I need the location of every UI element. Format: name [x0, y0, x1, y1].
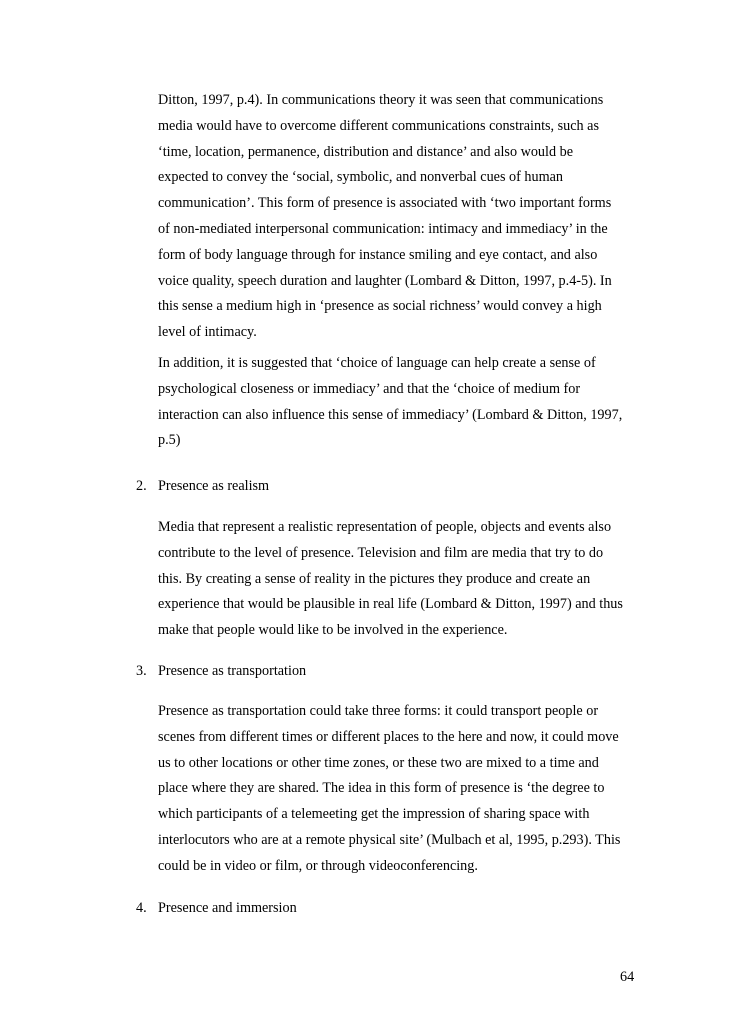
- text-line: make that people would like to be involved in the experience.: [158, 622, 508, 639]
- text-line: Media that represent a realistic representation of people, objects and events also: [158, 519, 612, 535]
- text-line: of non-mediated interpersonal communication: intimacy and immediacy’ in the: [158, 220, 608, 237]
- text-line: place where they are shared. The idea in this form of presence is ‘the degree to: [158, 780, 605, 797]
- list-item-presence-and-immersion: [136, 896, 297, 922]
- paragraph-immediacy: [158, 351, 648, 454]
- paragraph-transportation: [158, 699, 648, 880]
- text-line: communication’. This form of presence is associated with ‘two important forms: [158, 195, 612, 212]
- text-line: could be in video or film, or through videoconferencing.: [158, 857, 478, 874]
- text-line: Ditton, 1997, p.4). In communications theory it was seen that communications: [158, 92, 604, 108]
- list-item-presence-as-transportation: [136, 659, 306, 685]
- text-line: voice quality, speech duration and laughter (Lombard & Ditton, 1997, p.4-5). In: [158, 272, 612, 289]
- text-line: In addition, it is suggested that ‘choice of language can help create a sense of: [158, 355, 596, 371]
- text-line: this sense a medium high in ‘presence as social richness’ would convey a high: [158, 298, 602, 315]
- text-line: ‘time, location, permanence, distribution and distance’ and also would be: [158, 143, 573, 160]
- text-line: form of body language through for instance smiling and eye contact, and also: [158, 246, 598, 263]
- text-line: scenes from different times or different places to the here and now, it could move: [158, 728, 619, 745]
- paragraph-realism: [158, 515, 648, 644]
- list-item-title: Presence as realism: [158, 478, 270, 494]
- list-item-number: 2.: [136, 478, 147, 494]
- text-line: this. By creating a sense of reality in the pictures they produce and create an: [158, 570, 591, 587]
- text-line: interaction can also influence this sense of immediacy’ (Lombard & Ditton, 1997,: [158, 406, 623, 423]
- list-item-number: 4.: [136, 900, 147, 916]
- text-line: p.5): [158, 432, 181, 449]
- page-number: 64: [620, 969, 635, 985]
- text-line: experience that would be plausible in real life (Lombard & Ditton, 1997) and thus: [158, 596, 623, 613]
- text-line: psychological closeness or immediacy’ and that the ‘choice of medium for: [158, 380, 581, 397]
- text-line: us to other locations or other time zones, or these two are mixed to a time and: [158, 754, 599, 771]
- list-item-title: Presence as transportation: [158, 663, 307, 679]
- text-line: Presence as transportation could take three forms: it could transport people or: [158, 703, 599, 719]
- text-line: level of intimacy.: [158, 324, 257, 341]
- text-line: interlocutors who are at a remote physical site’ (Mulbach et al, 1995, p.293). This: [158, 831, 621, 848]
- list-item-title: Presence and immersion: [158, 900, 297, 916]
- text-line: media would have to overcome different communications constraints, such as: [158, 117, 600, 134]
- text-line: which participants of a telemeeting get the impression of sharing space with: [158, 806, 590, 823]
- paragraph-social-richness: [158, 88, 648, 346]
- list-item-number: 3.: [136, 663, 147, 679]
- list-item-presence-as-realism: [136, 474, 269, 500]
- text-line: contribute to the level of presence. Television and film are media that try to do: [158, 544, 604, 561]
- text-line: expected to convey the ‘social, symbolic, and nonverbal cues of human: [158, 169, 564, 186]
